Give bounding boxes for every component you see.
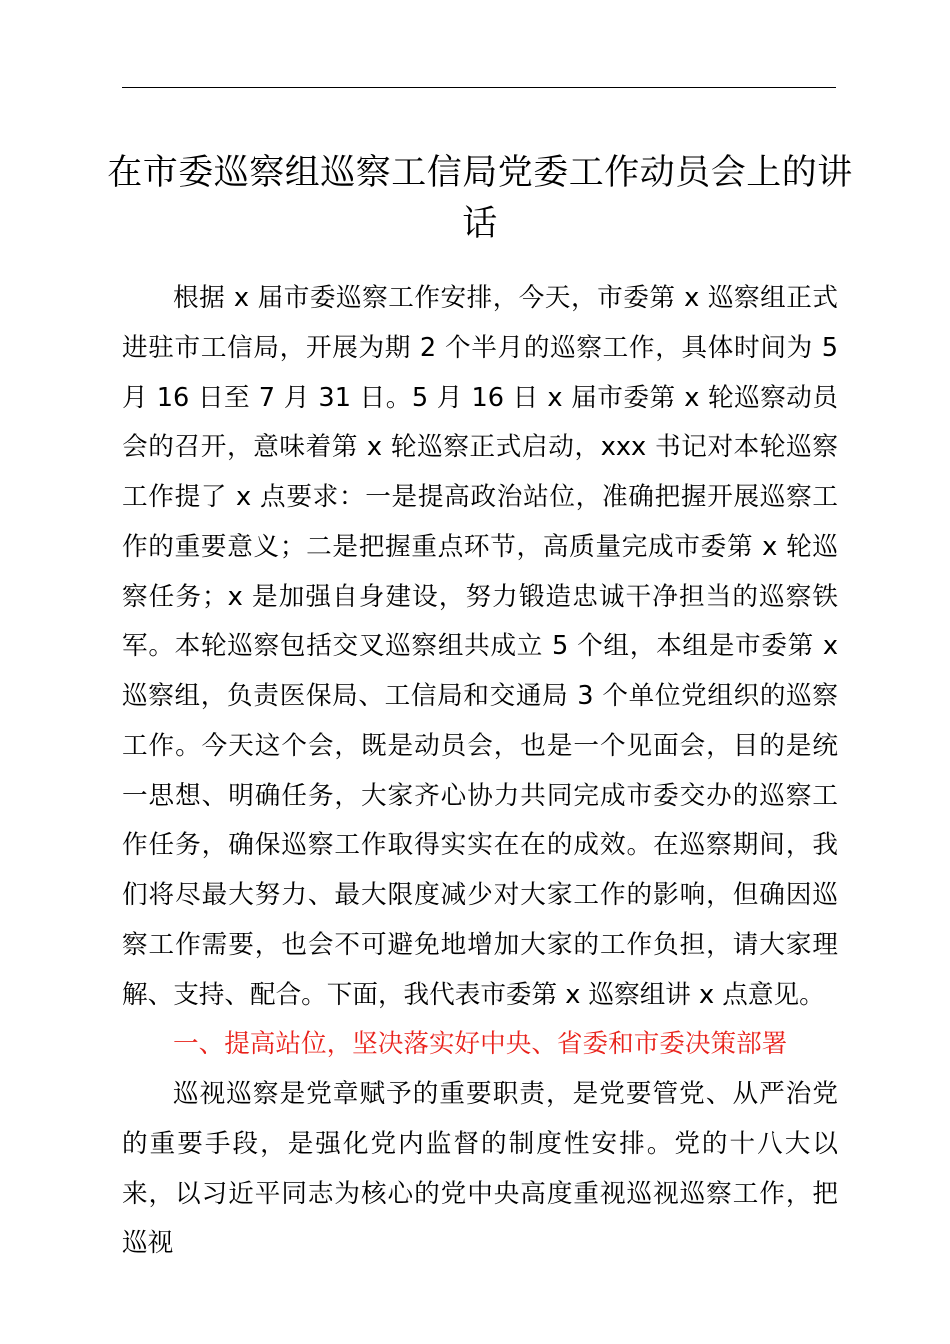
document-title: 在市委巡察组巡察工信局党委工作动员会上的讲话 xyxy=(107,153,853,244)
section-heading-1: 一、提高站位，坚决落实好中央、省委和市委决策部署 xyxy=(173,1029,788,1060)
header-rule xyxy=(122,87,836,88)
section-1-paragraph: 巡视巡察是党章赋予的重要职责，是党要管党、从严治党的重要手段，是强化党内监督的制度性安排。党的十八大以来，以习近平同志为核心的党中央高度重视巡视巡察工作，把巡视 xyxy=(122,1079,838,1259)
document-body xyxy=(122,274,838,1269)
intro-paragraph: 根据 x 届市委巡察工作安排，今天，市委第 x 巡察组正式进驻市工信局，开展为期 2 个半月的巡察工作，具体时间为 5 月 16 日至 7 月 31 日。5 月 16 日 x 届市委第 x 轮巡察动员会的召开，意味着第 x 轮巡察正式启动，xxx 书记对本轮巡察工作提了 x 点要求：一是提高政治站位，准确把握开展巡察工作的重要意义；二是把握重点环节，高质量完成市委第 x 轮巡察任务；x 是加强自身建设，努力锻造忠诚干净担当的巡察铁军。本轮巡察包括交叉巡察组共成立 5 个组，本组是市委第 x 巡察组，负责医保局、工信局和交通局 3 个单位党组织的巡察工作。今天这个会，既是动员会，也是一个见面会，目的是统一思想、明确任务，大家齐心协力共同完成市委交办的巡察工作任务，确保巡察工作取得实实在在的成效。在巡察期间，我们将尽最大努力、最大限度减少对大家工作的影响，但确因巡察工作需要，也会不可避免地增加大家的工作负担，请大家理解、支持、配合。下面，我代表市委第 x 巡察组讲 x 点意见。 xyxy=(122,283,838,1010)
